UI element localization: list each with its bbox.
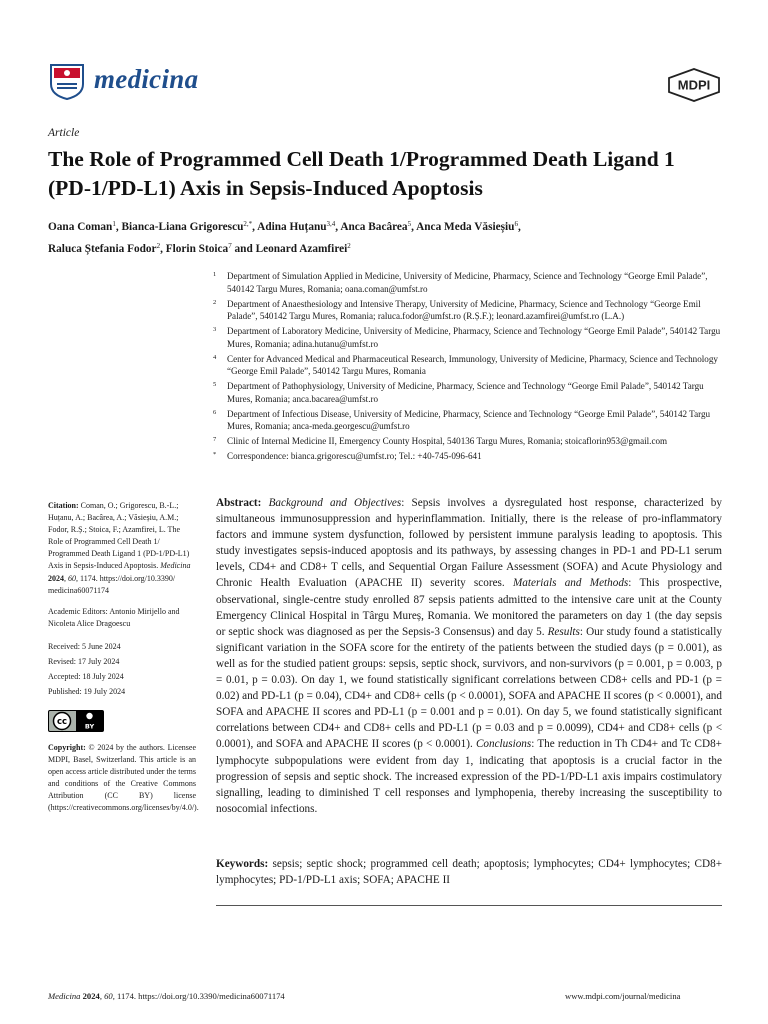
by-text: BY	[84, 722, 95, 731]
affiliation-number: 3	[213, 326, 217, 334]
citation-volume: 60	[68, 573, 76, 583]
article-type: Article	[48, 127, 80, 139]
affiliation-item	[213, 298, 723, 323]
journal-name: medicina	[94, 64, 199, 94]
publisher-logo	[667, 68, 721, 102]
date-row	[48, 654, 196, 669]
footer-citation: Medicina 2024, 60, 1174. https://doi.org/10.3390/medicina60071174	[48, 991, 285, 1001]
affiliation-text: Clinic of Internal Medicine II, Emergency County Hospital, 540136 Targu Mures, Romania; stoicaflorin953@gmail.com	[227, 436, 668, 447]
date-value: 5 June 2024	[81, 641, 121, 651]
affiliation-text: Department of Laboratory Medicine, University of Medicine, Pharmacy, Science and Technology “George Emil Palade”, 540142 Targu Mures, Romania; adina.hutanu@umfst.ro	[227, 326, 721, 349]
affiliation-item	[213, 408, 723, 433]
author-separator: ,	[115, 221, 122, 233]
author-name: Anca Bacârea	[340, 221, 408, 233]
abstract-label: Abstract:	[216, 497, 262, 509]
date-value: 18 July 2024	[82, 671, 124, 681]
cc-license-badge[interactable]	[48, 710, 104, 732]
publisher-name: MDPI	[677, 77, 711, 93]
medicina-shield-icon	[48, 62, 86, 100]
date-row	[48, 639, 196, 654]
citation-block: Citation: Coman, O.; Grigorescu, B.-L.; Huțanu, A.; Bacârea, A.; Văsieșiu, A.M.; Fodor, R.Ș.; Stoica, F.; Azamfirei, L. The Role of Programmed Cell Death 1/ Programmed Death Ligand 1 (PD-1/PD-L1) Axis in Sepsis-Induced Apoptosis. Medicina 2024, 60, 1174. https://doi.org/10.3390/ medicina60071174	[48, 501, 191, 595]
author-affiliation-ref: 3,4	[326, 220, 336, 228]
copyright-block	[48, 742, 199, 815]
author-list	[48, 215, 728, 259]
section-divider	[216, 905, 722, 906]
author-affiliation-ref: 7	[228, 242, 232, 250]
author-name: Anca Meda Văsieșiu	[416, 221, 515, 233]
affiliation-item	[213, 435, 723, 448]
editors-text: Antonio Mirijello and Nicoleta Alice Dragoescu	[48, 606, 180, 628]
affiliation-number: 7	[213, 436, 217, 444]
date-value: 17 July 2024	[78, 656, 120, 666]
footer-journal: Medicina	[48, 991, 81, 1001]
date-label: Revised:	[48, 656, 76, 666]
citation-journal: Medicina	[160, 561, 191, 571]
author-name: Oana Coman	[48, 221, 113, 233]
author-affiliation-ref: 2	[156, 242, 161, 250]
author-separator: and	[231, 243, 256, 255]
journal-logo	[48, 62, 86, 100]
background-label: Background and Objectives	[268, 497, 402, 509]
footer-journal-url[interactable]: www.mdpi.com/journal/medicina	[565, 991, 681, 1001]
author-separator: ,	[252, 221, 258, 233]
date-row	[48, 669, 196, 684]
author-name: Adina Huțanu	[257, 221, 327, 233]
copyright-text: © 2024 by the authors. Licensee MDPI, Basel, Switzerland. This article is an open access article distributed under the terms and conditions of the Creative Commons Attribution (CC BY) license (https://creativecommons.org/licenses/by/4.0/).	[48, 742, 199, 813]
affiliation-text: Department of Simulation Applied in Medicine, University of Medicine, Pharmacy, Science and Technology “George Emil Palade”, 540142 Targu Mures, Romania; oana.coman@umfst.ro	[227, 271, 708, 294]
author-separator: ,	[517, 221, 521, 233]
affiliation-item	[213, 450, 723, 463]
author-separator: ,	[160, 243, 166, 255]
author-affiliation-ref: 6	[514, 220, 518, 228]
editors-block	[48, 606, 196, 630]
affiliation-number: 6	[213, 408, 217, 416]
affiliation-number: *	[213, 451, 217, 459]
copyright-label: Copyright:	[48, 742, 86, 752]
article-title: The Role of Programmed Cell Death 1/Programmed Death Ligand 1 (PD-1/PD-L1) Axis in Sepsis-Induced Apoptosis	[48, 147, 675, 200]
cc-text: cc	[56, 717, 68, 728]
affiliation-text: Correspondence: bianca.grigorescu@umfst.ro; Tel.: +40-745-096-641	[227, 451, 482, 462]
date-value: 19 July 2024	[83, 686, 126, 696]
results-label: Results	[547, 625, 580, 638]
author-affiliation-ref: 1	[112, 220, 116, 228]
affiliation-text: Department of Infectious Disease, University of Medicine, Pharmacy, Science and Technology “George Emil Palade”, 540142 Targu Mures, Romania; anca-meda.georgescu@umfst.ro	[227, 408, 711, 432]
keywords-text: sepsis; septic shock; programmed cell death; apoptosis; lymphocytes; CD4+ lymphocytes; CD8+ lymphocytes; PD-1/PD-L1 axis; SOFA; APACHE II	[216, 858, 723, 887]
affiliation-number: 5	[213, 381, 217, 389]
citation-label: Citation:	[48, 501, 79, 510]
author-name: Raluca Ștefania Fodor	[48, 243, 157, 255]
author-name: Bianca-Liana Grigorescu	[121, 221, 244, 233]
conclusions-text: : The reduction in Th CD4+ and Tc CD8+ lymphocyte subpopulations were evident from day 1, indicating that apoptosis is a crucial factor in the progression of sepsis and septic shock. The increased expression of the PD-1/PD-L1 axis impairs costimulatory signalling, leading to diminished T cell responses and lymphopenia, thereby increasing the susceptibility to nosocomial infections.	[216, 738, 722, 815]
affiliation-text: Center for Advanced Medical and Pharmaceutical Research, Immunology, University of Medicine, Pharmacy, Science and Technology “George Emil Palade”, 540142 Targu Mures, Romania	[227, 353, 718, 377]
editors-label: Academic Editors:	[48, 606, 108, 616]
footer-doi-link[interactable]: , 1174. https://doi.org/10.3390/medicina60071174	[112, 991, 285, 1001]
affiliation-item	[213, 325, 723, 350]
conclusions-label: Conclusions	[475, 738, 532, 751]
footer-year: 2024	[82, 991, 100, 1001]
date-label: Published:	[48, 686, 82, 696]
author-separator: ,	[411, 221, 417, 233]
keywords	[216, 856, 722, 888]
date-label: Received:	[48, 641, 80, 651]
results-text: : Our study found a statistically significant variation in the SOFA score for the entirety of the patients between the studied days (p = 0.001), as well as for the studied patient groups: sepsis, septic shock, survivors, and non-survivors (p = 0.001, p = 0.003, p = 0.01, p = 0.03). On day 1, we found statistically significant correlations between CD8+ cells and PD-1 (p = 0.02) and PD-L1 (p = 0.04), CD4+ and CD8+ cells (p < 0.0001), SOFA and APACHE II scores (p < 0.0001), and SOFA and APACHE II scores and PD-L1 (p = 0.001 and p = 0.01). On day 5, we found statistically significant correlations between CD4+ and CD8+ cells and PD-L1 (p = 0.03 and p = 0.0099), CD4+ and CD8+ cells (p < 0.0001), and SOFA and APACHE II scores (p < 0.0001).	[216, 625, 722, 751]
date-label: Accepted:	[48, 671, 81, 681]
affiliation-item	[213, 353, 723, 378]
methods-text: : This prospective, observational, single-centre study enrolled 87 sepsis patients admitted to the intensive care unit at the County Emergency Clinical Hospital in Târgu Mureș, Romania. We monitored the parameters on day 1 (the day sepsis or septic shock was diagnosed as per the Sepsis-3 Consensus) and day 5.	[216, 577, 722, 638]
affiliation-item	[213, 270, 723, 295]
affiliation-list	[213, 270, 723, 465]
affiliation-text: Department of Anaesthesiology and Intensive Therapy, University of Medicine, Pharmacy, Science and Technology “George Emil Palade”, 540142 Targu Mures, Romania; raluca.fodor@umfst.ro (R.Ș.F.); leonard.azamfirei@umfst.ro (L.A.)	[227, 298, 701, 322]
affiliation-number: 1	[213, 271, 217, 278]
affiliation-item	[213, 380, 723, 405]
sidebar	[48, 500, 199, 815]
cc-by-license-icon	[48, 710, 104, 732]
mdpi-logo-icon	[667, 68, 721, 102]
affiliation-text: Department of Pathophysiology, University of Medicine, Pharmacy, Science and Technology “George Emil Palade”, 540142 Targu Mures, Romania; anca.bacarea@umfst.ro	[227, 381, 704, 404]
methods-label: Materials and Methods	[512, 577, 629, 590]
author-name: Florin Stoica	[165, 243, 229, 255]
author-separator: ,	[335, 221, 341, 233]
date-row	[48, 684, 196, 699]
publication-dates	[48, 639, 196, 699]
author-affiliation-ref: 5	[407, 220, 412, 228]
author-name: Leonard Azamfirei	[255, 243, 348, 255]
affiliation-number: 4	[213, 353, 217, 361]
citation-doi[interactable]: , 1174. https://doi.org/10.3390/ medicina60071174	[48, 573, 176, 595]
affiliation-number: 2	[213, 298, 217, 306]
keywords-label: Keywords:	[216, 858, 269, 870]
citation-year: 2024	[48, 573, 64, 583]
abstract	[216, 495, 722, 817]
author-affiliation-ref: 2	[347, 242, 351, 250]
background-text: : Sepsis involves a dysregulated host response, characterized by simultaneous immunosuppression and hyperinflammation. Initially, there is the release of pro-inflammatory factors and immune system dysfunction, followed by persistent immune paralysis leading to apoptosis. This study investigates sepsis-induced apoptosis and its pathways, by assessing changes in PD-1 and PD-L1 serum levels, CD4+ and CD8+ T cells, and Sequential Organ Failure Assessment (SOFA) and Acute Physiology and Chronic Health Evaluation (APACHE II) severity scores.	[216, 497, 722, 590]
citation-text: Coman, O.; Grigorescu, B.-L.; Huțanu, A.; Bacârea, A.; Văsieșiu, A.M.; Fodor, R.Ș.; Stoica, F.; Azamfirei, L. The Role of Programmed Cell Death 1/ Programmed Death Ligand 1 (PD-1/PD-L1) Axis in Sepsis-Induced Apoptosis.	[48, 501, 190, 571]
footer-volume: 60	[104, 991, 113, 1001]
author-affiliation-ref: 2,*	[243, 220, 253, 228]
